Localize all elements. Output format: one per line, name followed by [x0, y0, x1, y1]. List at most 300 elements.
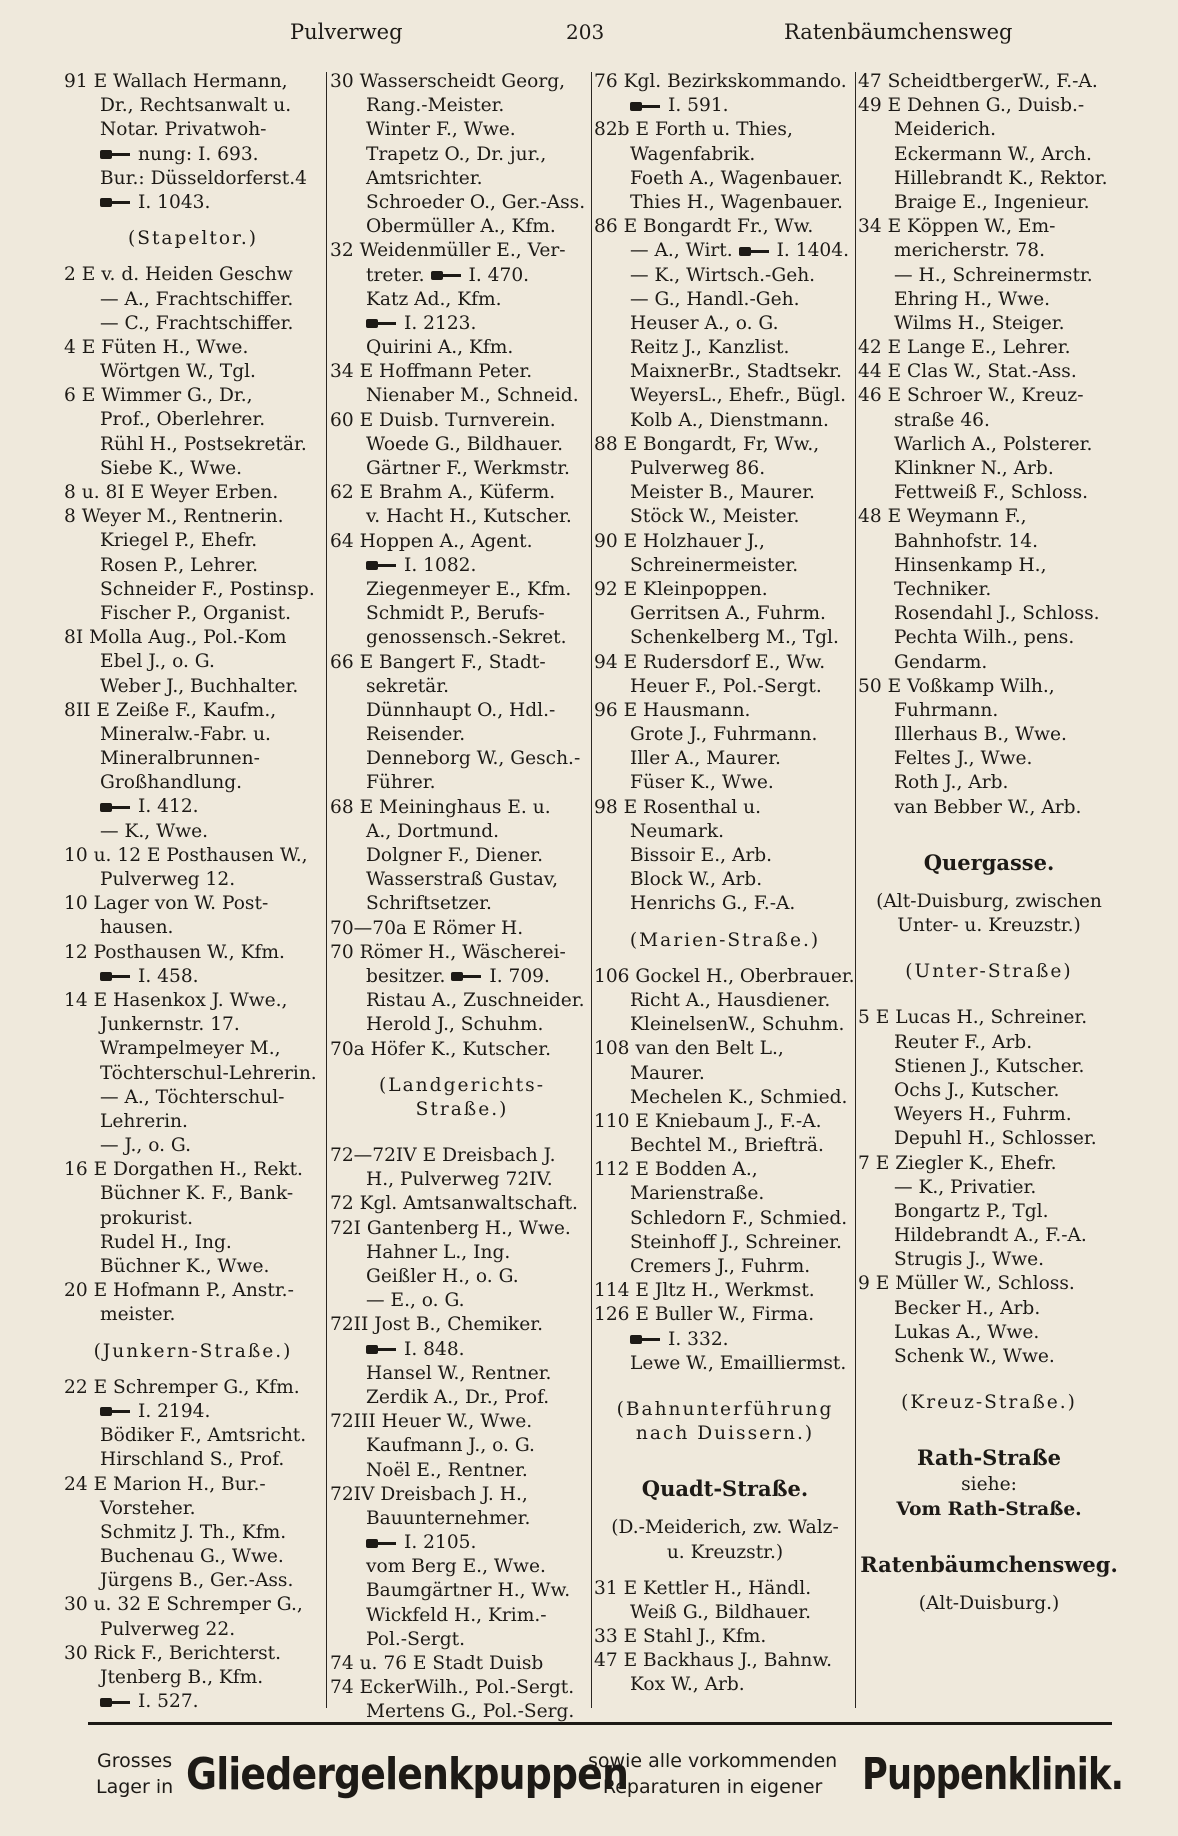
directory-entry: Prof., Oberlehrer. — [100, 409, 266, 431]
directory-entry: Bödiker F., Amtsricht. — [100, 1425, 307, 1447]
directory-entry: v. Hacht H., Kutscher. — [366, 506, 572, 528]
directory-entry: Führer. — [366, 772, 436, 794]
directory-entry: Winter F., Wwe. — [366, 119, 516, 141]
directory-entry: Reuter F., Arb. — [894, 1031, 1033, 1053]
directory-entry: 62 E Brahm A., Küferm. — [330, 482, 556, 504]
directory-entry: Lehrerin. — [100, 1110, 188, 1132]
directory-entry: 10 Lager von W. Post- — [64, 893, 269, 915]
directory-entry: Obermüller A., Kfm. — [366, 216, 556, 238]
directory-entry: I. 332. — [594, 1328, 856, 1352]
street-heading: Ratenbäumchensweg. — [860, 1551, 1118, 1577]
directory-entry: Woede G., Bildhauer. — [366, 433, 564, 455]
section-note: (Stapeltor.) — [127, 228, 259, 250]
directory-entry: Großhandlung. — [100, 772, 243, 794]
directory-entry: Nienaber M., Schneid. — [366, 385, 579, 407]
directory-entry: Rosen P., Lehrer. — [100, 554, 259, 576]
section-spacer — [594, 953, 856, 965]
section-note: (Unter-Straße) — [905, 961, 1073, 983]
directory-entry: Rang.-Meister. — [366, 95, 505, 117]
directory-entry: Weber J., Buchhalter. — [100, 675, 299, 697]
ad-headline-dolls: Gliedergelenkpuppen — [186, 1749, 629, 1800]
directory-entry: 4 E Füten H., Wwe. — [64, 336, 249, 358]
directory-entry: Ochs J., Kutscher. — [894, 1079, 1060, 1101]
directory-entry: genossensch.-Sekret. — [366, 627, 567, 649]
directory-entry: I. 458. — [64, 965, 322, 989]
column-3 — [594, 70, 856, 1710]
directory-entry: 126 E Buller W., Firma. — [594, 1304, 815, 1326]
directory-entry: Gerritsen A., Fuhrm. — [630, 603, 826, 625]
telephone-icon — [100, 149, 130, 160]
directory-entry: 112 E Bodden A., — [594, 1159, 758, 1181]
directory-entry: Bissoir E., Arb. — [630, 845, 773, 866]
section-spacer — [64, 1364, 322, 1376]
directory-entry: prokurist. — [100, 1207, 193, 1229]
directory-entry: 49 E Dehnen G., Duisb.- — [858, 95, 1085, 117]
directory-entry: Ehring H., Wwe. — [894, 288, 1051, 310]
directory-entry: Bur.: Düsseldorferst.4 — [100, 167, 308, 189]
directory-entry: 47 E Backhaus J., Bahnw. — [594, 1650, 833, 1672]
directory-entry: 96 E Hausmann. — [594, 699, 751, 721]
directory-entry: 8 u. 8I E Weyer Erben. — [64, 482, 279, 503]
section-note: (Bahnunterführung — [616, 1398, 834, 1420]
telephone-icon — [100, 802, 130, 813]
section-spacer — [64, 215, 322, 227]
directory-entry: Bongartz P., Tgl. — [894, 1200, 1049, 1222]
directory-entry: Pulverweg 22. — [100, 1618, 236, 1640]
directory-entry: 94 E Rudersdorf E., Ww. — [594, 651, 826, 673]
directory-entry: 30 Wasserscheidt Georg, — [330, 71, 566, 92]
directory-entry: Braige E., Ingenieur. — [894, 191, 1090, 213]
section-spacer — [858, 820, 1120, 842]
directory-entry: — K., Privatier. — [894, 1176, 1037, 1198]
directory-entry: Hillebrandt K., Rektor. — [894, 167, 1108, 189]
directory-entry: Bahnhofstr. 14. — [894, 530, 1039, 552]
directory-entry: Denneborg W., Gesch.- — [366, 748, 581, 770]
directory-entry: Schmitz J. Th., Kfm. — [100, 1521, 287, 1543]
ad-headline-clinic: Puppenklinik. — [862, 1749, 1124, 1800]
directory-entry: Heuer F., Pol.-Sergt. — [630, 675, 822, 697]
directory-entry: Quirini A., Kfm. — [366, 337, 514, 359]
directory-entry: Richt A., Hausdiener. — [630, 989, 831, 1011]
directory-entry: 98 E Rosenthal u. — [594, 796, 762, 818]
directory-entry: 42 E Lange E., Lehrer. — [858, 337, 1071, 359]
directory-entry: Weiß G., Bildhauer. — [630, 1601, 812, 1623]
directory-entry: I. 1082. — [330, 554, 594, 578]
section-spacer — [64, 1328, 322, 1340]
directory-entry: KleinelsenW., Schuhm. — [630, 1014, 845, 1036]
directory-entry: 46 E Schroer W., Kreuz- — [858, 385, 1084, 407]
directory-entry: Cremers J., Fuhrm. — [630, 1256, 811, 1277]
section-spacer — [858, 1369, 1120, 1391]
directory-entry: Hildebrandt A., F.-A. — [894, 1225, 1087, 1247]
directory-entry: 14 E Hasenkox J. Wwe., — [64, 989, 288, 1011]
directory-entry: Eckermann W., Arch. — [894, 143, 1092, 165]
directory-entry: Buchenau G., Wwe. — [100, 1546, 284, 1568]
directory-entry: Schreinermeister. — [630, 554, 799, 576]
directory-entry: Dünnhaupt O., Hdl.- — [366, 699, 556, 721]
section-spacer — [594, 1565, 856, 1577]
directory-entry: — C., Frachtschiffer. — [100, 312, 294, 334]
section-note: u. Kreuzstr.) — [666, 1541, 784, 1563]
directory-entry: 72—72IV E Dreisbach J. — [330, 1145, 556, 1167]
directory-entry: Mineralbrunnen- — [100, 748, 260, 770]
directory-entry: Rudel H., Ing. — [100, 1231, 232, 1253]
directory-entry: 30 u. 32 E Schremper G., — [64, 1594, 303, 1616]
directory-entry: Feltes J., Wwe. — [894, 748, 1033, 770]
directory-entry: 68 E Meininghaus E. u. — [330, 796, 551, 818]
directory-entry: 34 E Hoffmann Peter. — [330, 361, 533, 383]
directory-entry: 90 E Holzhauer J., — [594, 530, 765, 552]
directory-entry: I. 2105. — [330, 1531, 594, 1555]
section-spacer — [64, 251, 322, 263]
directory-entry: Klinkner N., Arb. — [894, 458, 1054, 479]
directory-entry: Gärtner F., Werkmstr. — [366, 458, 570, 479]
directory-entry: Heuser A., o. G. — [630, 312, 779, 334]
directory-entry: 86 E Bongardt Fr., Ww. — [594, 216, 814, 238]
directory-entry: Baumgärtner H., Ww. — [366, 1580, 571, 1602]
directory-entry: Kriegel P., Ehefr. — [100, 530, 258, 552]
directory-entry: Foeth A., Wagenbauer. — [630, 167, 843, 189]
directory-entry: Bauunternehmer. — [366, 1507, 531, 1529]
directory-entry: Reitz J., Kanzlist. — [630, 337, 790, 359]
directory-entry: Wilms H., Steiger. — [894, 312, 1065, 334]
directory-entry: 8 Weyer M., Rentnerin. — [64, 506, 284, 528]
directory-entry: 33 E Stahl J., Kfm. — [594, 1626, 767, 1648]
directory-entry: Fettweiß F., Schloss. — [894, 482, 1089, 504]
directory-entry: Kaufmann J., o. G. — [366, 1435, 535, 1457]
header-right-street: Ratenbäumchensweg — [784, 20, 1013, 44]
directory-entry: 9 E Müller W., Schloss. — [858, 1273, 1075, 1295]
ad-middle-text — [588, 1748, 837, 1800]
directory-entry: 5 E Lucas H., Schreiner. — [858, 1007, 1088, 1029]
directory-entry: Warlich A., Polsterer. — [894, 433, 1093, 455]
directory-entry: treter. I. 470. — [366, 264, 530, 286]
directory-entry: Block W., Arb. — [630, 869, 763, 891]
directory-entry: 106 Gockel H., Oberbrauer. — [594, 965, 855, 987]
column-1 — [64, 70, 322, 1713]
street-heading: Rath-Straße — [916, 1445, 1062, 1471]
directory-entry: Töchterschul-Lehrerin. — [100, 1062, 317, 1084]
directory-entry: vom Berg E., Wwe. — [366, 1556, 546, 1578]
directory-entry: Bechtel M., Briefträ. — [630, 1135, 824, 1157]
directory-entry: Hirschland S., Prof. — [100, 1449, 285, 1471]
directory-entry: 31 E Kettler H., Händl. — [594, 1577, 812, 1599]
directory-entry: 6 E Wimmer G., Dr., — [64, 385, 253, 407]
directory-entry: Iller A., Maurer. — [630, 748, 781, 770]
directory-entry: Jürgens B., Ger.-Ass. — [100, 1570, 294, 1592]
directory-entry: 110 E Kniebaum J., F.-A. — [594, 1110, 822, 1132]
directory-entry: Schmidt P., Berufs- — [366, 603, 545, 625]
directory-entry: 72 Kgl. Amtsanwaltschaft. — [330, 1193, 578, 1215]
directory-entry: Katz Ad., Kfm. — [366, 288, 502, 310]
directory-entry: Roth J., Arb. — [894, 772, 1009, 794]
directory-entry: Mertens G., Pol.-Serg. — [366, 1701, 575, 1723]
directory-entry: Jtenberg B., Kfm. — [100, 1667, 264, 1688]
directory-entry: Pulverweg 86. — [630, 458, 766, 479]
directory-entry: Schenk W., Wwe. — [894, 1346, 1055, 1367]
directory-entry: Rosendahl J., Schloss. — [894, 603, 1100, 625]
directory-entry: — K., Wwe. — [100, 820, 209, 842]
directory-entry: Büchner K., Wwe. — [100, 1256, 270, 1277]
directory-entry: Gendarm. — [894, 651, 988, 673]
section-spacer — [858, 1522, 1120, 1544]
directory-entry: — K., Wirtsch.-Geh. — [630, 264, 816, 286]
ad-left-line: Grosses — [97, 1750, 173, 1772]
directory-entry: 72IV Dreisbach J. H., — [330, 1483, 528, 1505]
directory-entry: Mechelen K., Schmied. — [630, 1086, 848, 1108]
advertisement — [0, 1728, 1178, 1828]
directory-entry: besitzer. I. 709. — [366, 965, 550, 987]
directory-entry: Büchner K. F., Bank- — [100, 1183, 294, 1205]
directory-entry: Hansel W., Rentner. — [366, 1362, 552, 1384]
directory-entry: I. 412. — [64, 795, 322, 819]
directory-entry: 22 E Schremper G., Kfm. — [64, 1376, 300, 1398]
directory-entry: Reisender. — [366, 724, 466, 746]
directory-entry: Schledorn F., Schmied. — [630, 1207, 848, 1229]
directory-entry: 47 ScheidtbergerW., F.-A. — [858, 71, 1098, 92]
directory-entry: Wrampelmeyer M., — [100, 1038, 281, 1060]
directory-entry: 2 E v. d. Heiden Geschw — [64, 264, 293, 286]
section-note: (D.-Meiderich, zw. Walz- — [611, 1517, 839, 1539]
directory-entry: Grote J., Fuhrmann. — [630, 724, 818, 746]
directory-entry: Schroeder O., Ger.-Ass. — [366, 191, 586, 213]
directory-entry: 72II Jost B., Chemiker. — [330, 1314, 544, 1336]
telephone-icon — [630, 1334, 660, 1345]
telephone-icon — [366, 1344, 396, 1355]
directory-entry: Wickfeld H., Krim.- — [366, 1604, 547, 1626]
directory-entry: Maurer. — [630, 1062, 705, 1084]
directory-entry: Kolb A., Dienstmann. — [630, 409, 829, 431]
directory-entry: 74 u. 76 E Stadt Duisb — [330, 1653, 544, 1674]
directory-entry: 66 E Bangert F., Stadt- — [330, 651, 546, 673]
section-spacer — [594, 1446, 856, 1468]
section-spacer — [858, 878, 1120, 890]
directory-entry: 12 Posthausen W., Kfm. — [64, 941, 285, 963]
directory-entry: Fischer P., Organist. — [100, 602, 292, 624]
directory-entry: — J., o. G. — [100, 1135, 192, 1157]
directory-entry: Junkernstr. 17. — [100, 1014, 240, 1036]
telephone-icon — [100, 1697, 130, 1708]
directory-entry: Lukas A., Wwe. — [894, 1321, 1040, 1343]
directory-entry: — A., Frachtschiffer. — [100, 288, 294, 310]
column-4 — [858, 70, 1120, 1710]
directory-entry: Notar. Privatwoh- — [100, 119, 267, 141]
directory-entry: I. 1043. — [64, 191, 322, 215]
directory-entry: 50 E Voßkamp Wilh., — [858, 675, 1055, 697]
directory-entry: 70 Römer H., Wäscherei- — [330, 941, 566, 963]
section-spacer — [594, 1504, 856, 1516]
directory-entry: 44 E Clas W., Stat.-Ass. — [858, 361, 1077, 383]
directory-entry: Stienen J., Kutscher. — [894, 1055, 1085, 1077]
telephone-icon — [739, 246, 769, 257]
directory-entry: A., Dortmund. — [366, 820, 500, 842]
directory-entry: 7 E Ziegler K., Ehefr. — [858, 1152, 1057, 1174]
directory-entry: Meister B., Maurer. — [630, 482, 815, 504]
directory-entry: MaixnerBr., Stadtsekr. — [630, 361, 842, 383]
directory-entry: 34 E Köppen W., Em- — [858, 216, 1056, 238]
section-note: siehe: — [961, 1474, 1017, 1496]
telephone-icon — [366, 318, 396, 329]
directory-entry: Siebe K., Wwe. — [100, 457, 243, 479]
directory-entry: 60 E Duisb. Turnverein. — [330, 409, 556, 431]
directory-entry: Depuhl H., Schlosser. — [894, 1128, 1097, 1150]
directory-entry: 8II E Zeiße F., Kaufm., — [64, 699, 277, 721]
directory-entry: 64 Hoppen A., Agent. — [330, 530, 533, 552]
telephone-icon — [366, 1538, 396, 1549]
directory-entry: Schneider F., Postinsp. — [100, 578, 315, 600]
section-spacer — [330, 1062, 594, 1074]
directory-entry: 30 Rick F., Berichterst. — [64, 1642, 282, 1664]
directory-entry: 32 Weidenmüller E., Ver- — [330, 240, 566, 262]
section-note: (Alt-Duisburg.) — [918, 1592, 1060, 1614]
ad-mid-line: sowie alle vorkommenden — [588, 1750, 838, 1772]
column-2 — [330, 70, 594, 1723]
directory-entry: 82b E Forth u. Thies, — [594, 119, 793, 141]
directory-entry: 74 EckerWilh., Pol.-Sergt. — [330, 1677, 575, 1699]
directory-entry: Steinhoff J., Schreiner. — [630, 1231, 842, 1253]
street-heading: Quergasse. — [923, 849, 1055, 875]
telephone-icon — [451, 971, 481, 982]
directory-entry: 92 E Kleinpoppen. — [594, 578, 768, 600]
directory-entry: straße 46. — [894, 409, 990, 431]
directory-entry: — A., Töchterschul- — [100, 1086, 285, 1108]
directory-entry: Füser K., Wwe. — [630, 772, 774, 794]
directory-entry: Stöck W., Meister. — [630, 506, 800, 528]
directory-entry: — H., Schreinermstr. — [894, 264, 1093, 286]
directory-entry: 108 van den Belt L., — [594, 1038, 784, 1060]
directory-entry: Trapetz O., Dr. jur., — [366, 143, 547, 165]
directory-entry: Becker H., Arb. — [894, 1297, 1041, 1319]
directory-entry: Geißler H., o. G. — [366, 1266, 519, 1287]
ad-left-text — [96, 1748, 173, 1800]
telephone-icon — [366, 560, 396, 571]
directory-entry: nung: I. 693. — [64, 143, 322, 167]
directory-entry: Hinsenkamp H., — [894, 554, 1047, 576]
section-spacer — [330, 1122, 594, 1144]
directory-entry: Meiderich. — [894, 119, 997, 141]
section-spacer — [858, 938, 1120, 960]
directory-entry: I. 848. — [330, 1338, 594, 1362]
directory-entry: 72III Heuer W., Wwe. — [330, 1411, 533, 1433]
directory-entry: Kox W., Arb. — [630, 1674, 745, 1696]
directory-entry: 20 E Hofmann P., Anstr.- — [64, 1280, 294, 1302]
section-note: (Alt-Duisburg, zwischen — [876, 890, 1102, 912]
directory-entry: Pechta Wilh., pens. — [894, 627, 1075, 649]
directory-entry: Weyers H., Fuhrm. — [894, 1104, 1072, 1126]
directory-entry: 10 u. 12 E Posthausen W., — [64, 844, 308, 866]
directory-entry: Schriftsetzer. — [366, 893, 492, 915]
directory-entry: Marienstraße. — [630, 1183, 765, 1205]
directory-entry: 91 E Wallach Hermann, — [64, 71, 288, 92]
directory-entry: Mineralw.-Fabr. u. — [100, 723, 271, 745]
directory-entry: 16 E Dorgathen H., Rekt. — [64, 1159, 303, 1181]
section-note: Unter- u. Kreuzstr.) — [897, 915, 1081, 936]
telephone-icon — [100, 971, 130, 982]
directory-entry: Strugis J., Wwe. — [894, 1249, 1045, 1271]
directory-entry: Ristau A., Zuschneider. — [366, 990, 585, 1012]
section-note: Straße.) — [415, 1098, 509, 1120]
directory-entry: I. 591. — [594, 94, 856, 118]
directory-entry: Hahner L., Ing. — [366, 1241, 511, 1263]
directory-entry: Amtsrichter. — [366, 167, 483, 189]
directory-entry: 88 E Bongardt, Fr, Ww., — [594, 433, 820, 455]
directory-entry: Lewe W., Emailliermst. — [630, 1352, 847, 1374]
directory-entry: I. 2194. — [64, 1400, 322, 1424]
section-note: (Kreuz-Straße.) — [901, 1392, 1077, 1414]
section-note: Vom Rath-Straße. — [896, 1498, 1082, 1520]
directory-entry: Dr., Rechtsanwalt u. — [100, 95, 292, 117]
section-note: nach Duissern.) — [635, 1423, 815, 1445]
street-heading: Quadt-Straße. — [641, 1476, 809, 1502]
directory-entry: Ebel J., o. G. — [100, 651, 215, 673]
directory-entry: Wörtgen W., Tgl. — [100, 361, 256, 383]
section-note: (Junkern-Straße.) — [93, 1340, 293, 1362]
directory-entry: 24 E Marion H., Bur.- — [64, 1473, 266, 1495]
directory-entry: Fuhrmann. — [894, 699, 999, 721]
telephone-icon — [630, 101, 660, 112]
section-spacer — [594, 917, 856, 929]
directory-entry: Pol.-Sergt. — [366, 1628, 466, 1650]
footer-rule — [88, 1722, 1112, 1725]
telephone-icon — [100, 197, 130, 208]
telephone-icon — [100, 1406, 130, 1417]
section-spacer — [858, 984, 1120, 1006]
directory-entry: mericherstr. 78. — [894, 240, 1046, 262]
directory-entry: 70a Höfer K., Kutscher. — [330, 1038, 551, 1060]
directory-entry: — A., Wirt. I. 1404. — [630, 240, 849, 262]
header-left-street: Pulverweg — [290, 20, 403, 44]
ad-mid-line: Reparaturen in eigener — [602, 1776, 823, 1798]
directory-entry: Zerdik A., Dr., Prof. — [366, 1386, 550, 1408]
directory-entry: Herold J., Schuhm. — [366, 1014, 544, 1036]
page-number: 203 — [566, 20, 605, 44]
directory-entry: Neumark. — [630, 820, 725, 842]
directory-entry: sekretär. — [366, 675, 450, 697]
directory-entry: Illerhaus B., Wwe. — [894, 724, 1067, 746]
section-spacer — [858, 1415, 1120, 1437]
directory-entry: WeyersL., Ehefr., Bügl. — [630, 385, 847, 407]
directory-entry: Schenkelberg M., Tgl. — [630, 627, 839, 649]
directory-entry: 70—70a E Römer H. — [330, 917, 524, 939]
directory-entry: 8I Molla Aug., Pol.-Kom — [64, 627, 287, 649]
directory-entry: hausen. — [100, 917, 174, 939]
section-spacer — [858, 1580, 1120, 1592]
directory-entry: meister. — [100, 1304, 176, 1326]
telephone-icon — [431, 270, 461, 281]
running-head — [0, 20, 1178, 60]
directory-entry: Noël E., Rentner. — [366, 1459, 528, 1481]
directory-entry: Henrichs G., F.-A. — [630, 893, 796, 915]
directory-entry: I. 527. — [64, 1690, 322, 1714]
section-spacer — [594, 1376, 856, 1398]
directory-entry: 114 E Jltz H., Werkmst. — [594, 1280, 815, 1302]
section-note: (Landgerichts- — [379, 1074, 545, 1096]
directory-entry: Wasserstraß Gustav, — [366, 869, 559, 891]
directory-entry: Thies H., Wagenbauer. — [630, 191, 843, 213]
column-rule — [326, 72, 327, 1708]
directory-entry: van Bebber W., Arb. — [894, 796, 1082, 818]
directory-entry: Dolgner F., Diener. — [366, 845, 544, 866]
directory-entry: 72I Gantenberg H., Wwe. — [330, 1217, 571, 1239]
directory-entry: 76 Kgl. Bezirkskommando. — [594, 71, 847, 92]
directory-entry: Ziegenmeyer E., Kfm. — [366, 578, 572, 600]
directory-entry: — G., Handl.-Geh. — [630, 288, 800, 310]
directory-entry: 48 E Weymann F., — [858, 506, 1027, 528]
directory-entry: H., Pulverweg 72IV. — [366, 1169, 553, 1191]
ad-left-line: Lager in — [96, 1776, 174, 1798]
directory-entry: Vorsteher. — [100, 1497, 196, 1519]
directory-entry: — E., o. G. — [366, 1290, 465, 1312]
